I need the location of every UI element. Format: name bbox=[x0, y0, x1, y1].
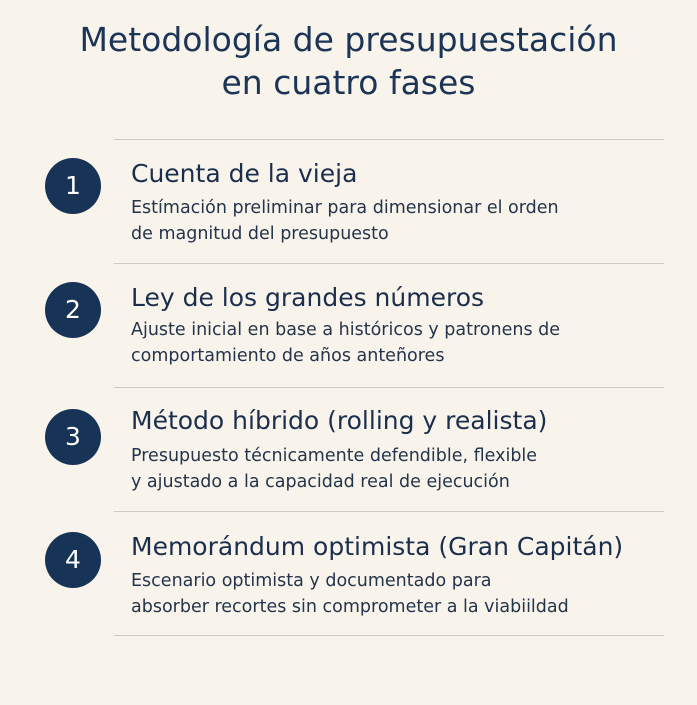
phase-description-line-1: Estímación preliminar para dimensionar el orden bbox=[131, 198, 559, 218]
phase-description-line-1: Escenario optimista y documentado para bbox=[131, 571, 492, 591]
phase-description-line-2: de magnitud del presupuesto bbox=[131, 224, 389, 244]
phase-title: Ley de los grandes números bbox=[131, 283, 485, 312]
phase-description bbox=[131, 443, 537, 495]
phase-title: Método híbrido (rolling y realista) bbox=[131, 406, 548, 435]
page-title bbox=[0, 18, 697, 104]
phase-number-badge: 3 bbox=[45, 409, 101, 465]
page-title-line-1: Metodología de presupuestación bbox=[79, 20, 618, 59]
phase-description bbox=[131, 568, 569, 620]
phase-description bbox=[131, 317, 560, 369]
phase-description-line-2: absorber recortes sin comprometer a la viabiildad bbox=[131, 597, 569, 617]
phase-item-2 bbox=[0, 264, 697, 388]
phase-number-badge: 2 bbox=[45, 282, 101, 338]
phase-description bbox=[131, 195, 559, 247]
phase-title: Memorándum optimista (Gran Capitán) bbox=[131, 532, 624, 561]
phase-item-3 bbox=[0, 388, 697, 512]
phase-description-line-1: Ajuste inicial en base a históricos y patronens de bbox=[131, 320, 561, 340]
phase-number-badge: 4 bbox=[45, 532, 101, 588]
phase-description-line-2: y ajustado a la capacidad real de ejecución bbox=[131, 472, 510, 492]
phase-title: Cuenta de la vieja bbox=[131, 159, 358, 188]
divider bbox=[114, 635, 664, 636]
phase-number-badge: 1 bbox=[45, 158, 101, 214]
phase-description-line-2: comportamiento de años anteñores bbox=[131, 346, 445, 366]
phase-item-1 bbox=[0, 140, 697, 264]
phase-description-line-1: Presupuesto técnicamente defendible, flexible bbox=[131, 446, 538, 466]
page-title-line-2: en cuatro fases bbox=[221, 63, 476, 102]
phase-item-4 bbox=[0, 512, 697, 636]
